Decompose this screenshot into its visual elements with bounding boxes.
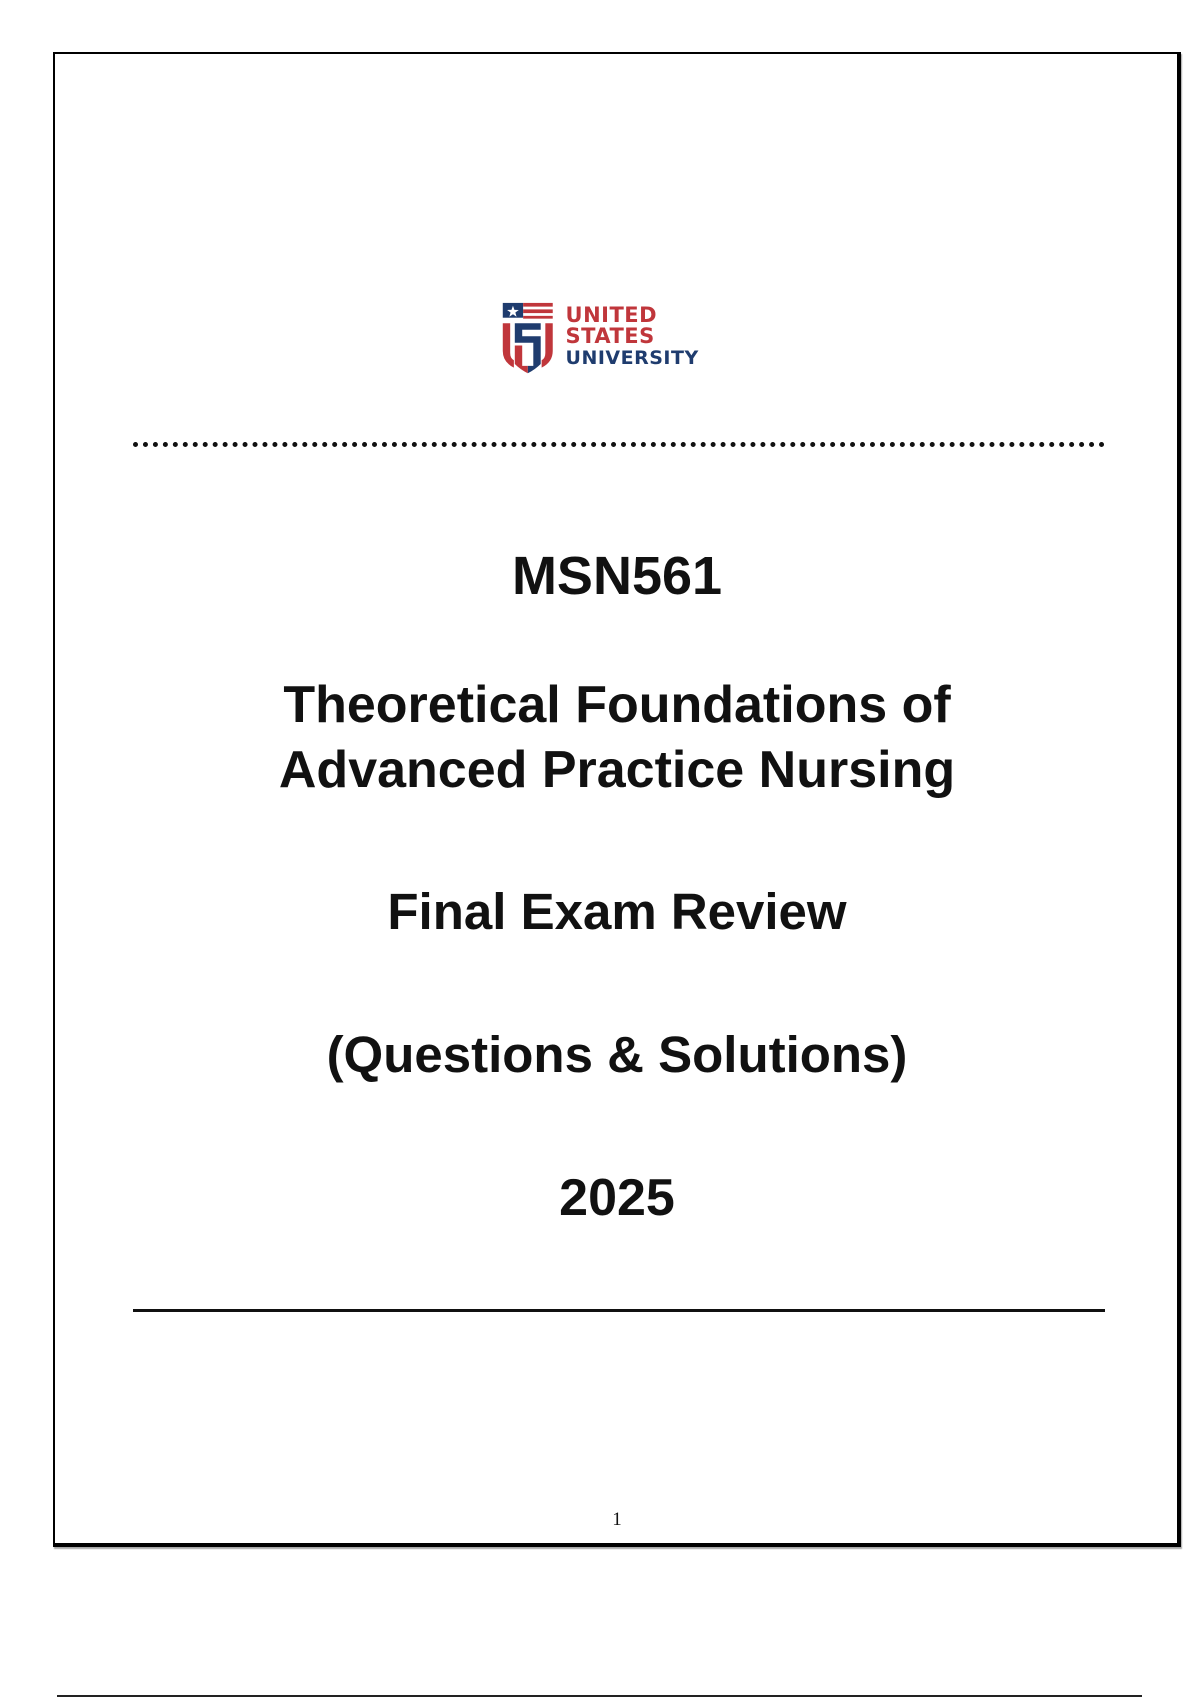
- exam-title: Final Exam Review: [387, 883, 847, 940]
- logo-line-university: UNIVERSITY: [565, 346, 699, 369]
- course-title-line-1: Theoretical Foundations of: [283, 676, 951, 734]
- page-number: 1: [612, 1509, 622, 1530]
- next-page-edge-rule: [57, 1695, 1142, 1697]
- shield-logo-icon: [500, 296, 556, 382]
- exam-year: 2025: [559, 1169, 675, 1227]
- course-code: MSN561: [511, 546, 723, 606]
- dotted-divider: [133, 442, 1105, 447]
- exam-subtitle: (Questions & Solutions): [326, 1026, 908, 1083]
- solid-divider: [133, 1309, 1105, 1312]
- logo-wordmark: [565, 302, 740, 369]
- logo-line-united-states: UNITED STATES: [565, 302, 658, 348]
- course-title-line-2: Advanced Practice Nursing: [278, 741, 956, 799]
- university-logo: [500, 296, 740, 382]
